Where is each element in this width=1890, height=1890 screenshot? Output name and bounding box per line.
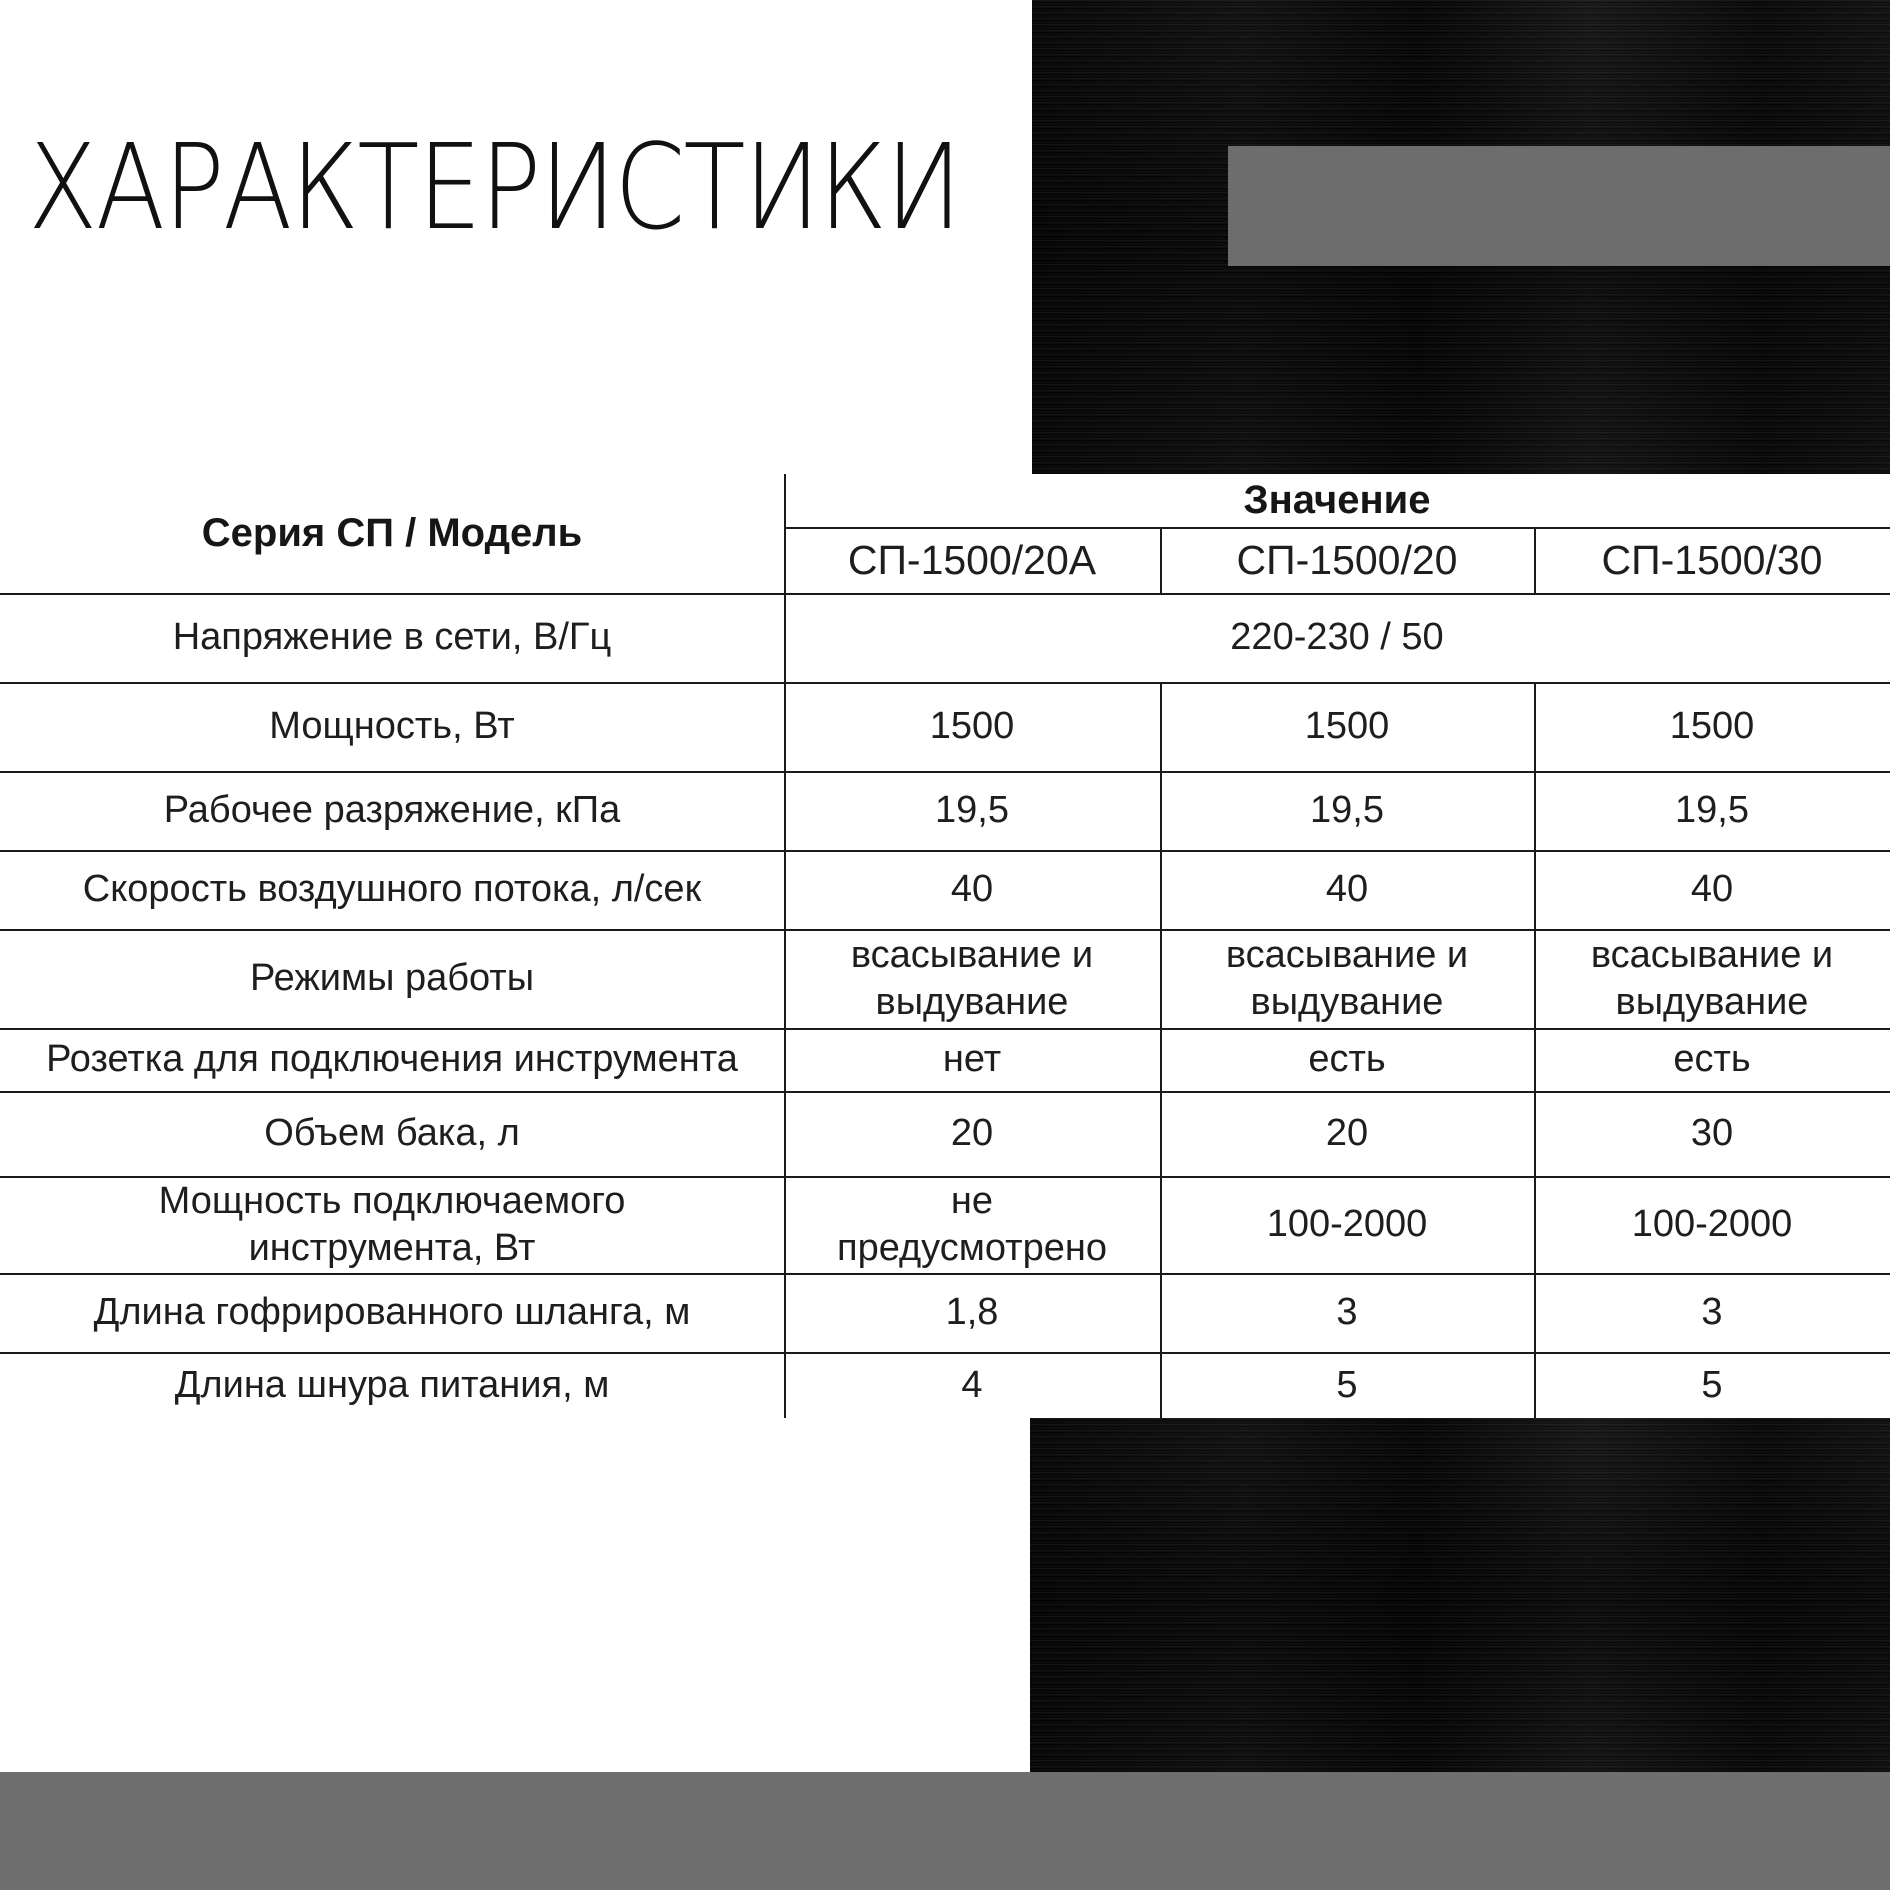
value-cell-line: 5: [1701, 1363, 1723, 1406]
value-cell: [1534, 682, 1890, 771]
value-cell: [1160, 929, 1534, 1028]
value-cell-line: 40: [1690, 868, 1734, 911]
page-title: ХАРАКТЕРИСТИКИ: [28, 118, 961, 256]
value-cell: [784, 1028, 1160, 1091]
value-cell-line: 100-2000: [1266, 1203, 1428, 1246]
value-cell: [1534, 1028, 1890, 1091]
value-cell-line: 1500: [1304, 705, 1390, 748]
value-cell-line: есть: [1673, 1038, 1751, 1081]
row-label-cell: [0, 1028, 784, 1091]
table-divider-horizontal: [0, 1176, 1890, 1178]
value-cell-line: есть: [1308, 1038, 1386, 1081]
value-cell-line: 40: [1325, 868, 1369, 911]
param-header-cell-text: Серия СП / Модель: [201, 511, 583, 556]
gray-accent-bar: [1228, 146, 1890, 266]
row-label-cell: [0, 771, 784, 850]
value-cell-line: всасывание и: [1225, 934, 1469, 977]
model-header-cell: [784, 527, 1160, 593]
table-divider-vertical: [1160, 682, 1162, 1418]
row-label-cell: [0, 593, 784, 682]
value-cell-line: всасывание и: [850, 934, 1094, 977]
value-cell: [784, 1091, 1160, 1176]
row-label-cell-line: инструмента, Вт: [248, 1226, 536, 1269]
value-cell: [1534, 1176, 1890, 1273]
value-cell: [784, 771, 1160, 850]
value-cell: [1160, 1176, 1534, 1273]
value-cell: [1160, 682, 1534, 771]
value-cell-line: выдувание: [875, 980, 1069, 1023]
row-label-cell-line: Рабочее разряжение, кПа: [163, 789, 621, 832]
table-divider-vertical: [1534, 527, 1536, 593]
value-cell-line: 3: [1701, 1291, 1723, 1334]
value-cell-line: 1,8: [945, 1291, 999, 1334]
value-cell-line: 19,5: [1675, 789, 1749, 832]
value-cell: [1160, 1273, 1534, 1352]
row-label-cell: [0, 1352, 784, 1418]
value-cell-line: 20: [950, 1112, 994, 1155]
merged-value-cell: [784, 593, 1890, 682]
value-cell: [1534, 771, 1890, 850]
value-cell-line: всасывание и: [1590, 934, 1834, 977]
merged-value-cell-text: 220-230 / 50: [1230, 616, 1444, 659]
row-label-cell: [0, 682, 784, 771]
value-cell: [1534, 1273, 1890, 1352]
model-header-cell-text: СП-1500/20: [1236, 536, 1458, 583]
row-label-cell-line: Скорость воздушного потока, л/сек: [82, 868, 702, 911]
value-cell-line: выдувание: [1615, 980, 1809, 1023]
value-cell: [1534, 1352, 1890, 1418]
value-cell: [784, 850, 1160, 929]
value-cell-line: 20: [1325, 1112, 1369, 1155]
table-divider-horizontal: [0, 1352, 1890, 1354]
value-cell-line: 1500: [1669, 705, 1755, 748]
table-divider-horizontal: [0, 1273, 1890, 1275]
row-label-cell: [0, 1176, 784, 1273]
value-cell-line: 4: [961, 1363, 983, 1406]
row-label-cell-line: Мощность, Вт: [269, 705, 515, 748]
row-label-cell: [0, 1273, 784, 1352]
row-label-cell-line: Розетка для подключения инструмента: [46, 1038, 738, 1081]
row-label-cell-line: Объем бака, л: [264, 1112, 520, 1155]
value-cell-line: 19,5: [935, 789, 1009, 832]
row-label-cell-line: Длина шнура питания, м: [174, 1363, 610, 1406]
value-cell-line: 40: [950, 868, 994, 911]
specifications-table: [0, 474, 1890, 1418]
value-header-cell: [784, 474, 1890, 527]
model-header-cell: [1534, 527, 1890, 593]
row-label-cell: [0, 929, 784, 1028]
value-cell-line: 30: [1690, 1112, 1734, 1155]
value-cell-line: 19,5: [1310, 789, 1384, 832]
value-cell: [784, 1352, 1160, 1418]
model-header-cell: [1160, 527, 1534, 593]
table-divider-horizontal: [0, 593, 1890, 595]
value-header-cell-text: Значение: [1243, 478, 1431, 523]
value-cell-line: 1500: [929, 705, 1015, 748]
gray-footer-band: [0, 1772, 1890, 1890]
param-header-cell: [0, 474, 784, 593]
value-cell: [784, 682, 1160, 771]
value-cell-line: не: [950, 1180, 994, 1223]
table-divider-vertical: [1160, 527, 1162, 593]
value-cell-line: 100-2000: [1631, 1203, 1793, 1246]
row-label-cell-text: Напряжение в сети, В/Гц: [172, 616, 612, 659]
row-label-cell-line: Мощность подключаемого: [158, 1180, 626, 1223]
value-cell: [784, 929, 1160, 1028]
table-divider-horizontal: [0, 929, 1890, 931]
table-divider-horizontal: [0, 1028, 1890, 1030]
value-cell: [784, 1273, 1160, 1352]
row-label-cell: [0, 850, 784, 929]
table-divider-horizontal: [0, 1091, 1890, 1093]
value-cell: [1160, 771, 1534, 850]
row-label-cell-line: Режимы работы: [249, 957, 535, 1000]
table-divider-vertical: [784, 474, 786, 1418]
row-label-cell: [0, 1091, 784, 1176]
table-divider-horizontal: [0, 771, 1890, 773]
value-cell-line: выдувание: [1250, 980, 1444, 1023]
value-cell: [1160, 1028, 1534, 1091]
value-cell-line: предусмотрено: [837, 1226, 1107, 1269]
table-divider-vertical: [1534, 682, 1536, 1418]
table-divider-horizontal: [784, 527, 1890, 529]
value-cell: [1160, 850, 1534, 929]
model-header-cell-text: СП-1500/20А: [847, 536, 1097, 583]
row-label-cell-line: Длина гофрированного шланга, м: [93, 1291, 691, 1334]
value-cell: [1160, 1091, 1534, 1176]
table-divider-horizontal: [0, 850, 1890, 852]
value-cell: [1534, 1091, 1890, 1176]
value-cell-line: 3: [1336, 1291, 1358, 1334]
value-cell: [1534, 850, 1890, 929]
value-cell: [784, 1176, 1160, 1273]
brushed-metal-panel-bottom: [1030, 1418, 1890, 1774]
value-cell-line: нет: [942, 1038, 1002, 1081]
value-cell: [1534, 929, 1890, 1028]
model-header-cell-text: СП-1500/30: [1601, 536, 1823, 583]
value-cell-line: 5: [1336, 1363, 1358, 1406]
value-cell: [1160, 1352, 1534, 1418]
table-divider-horizontal: [0, 682, 1890, 684]
